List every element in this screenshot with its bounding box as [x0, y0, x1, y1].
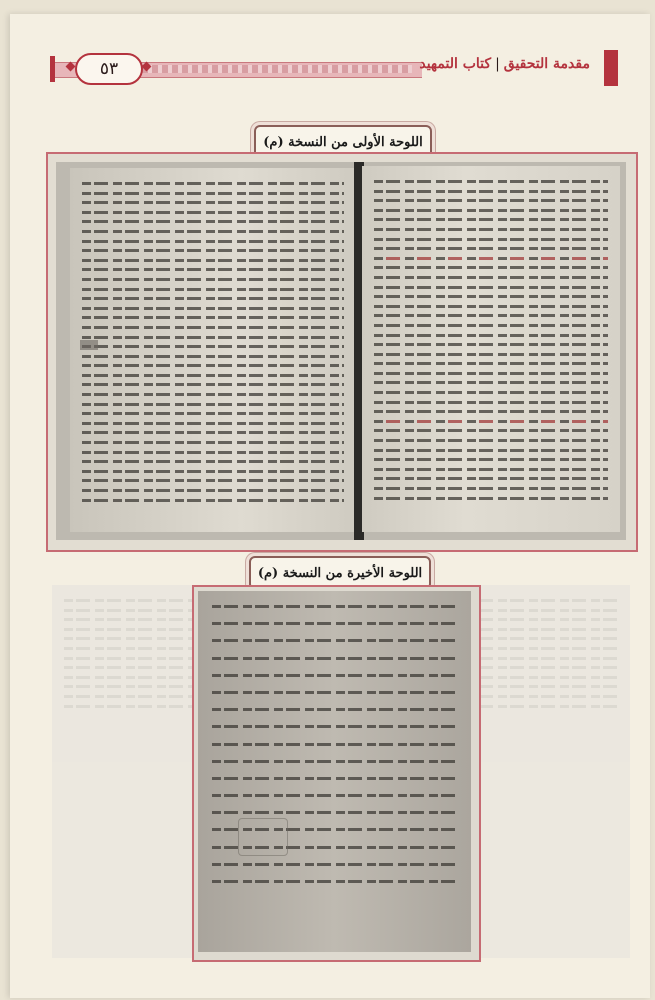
header-ornament-pattern: [142, 65, 412, 73]
manuscript-right-page: [362, 166, 620, 532]
marginal-note: [80, 340, 98, 350]
manuscript-left-page: [70, 168, 356, 532]
chapter-title: كتاب التمهيد: [419, 56, 492, 72]
running-head: [419, 56, 590, 82]
manuscript-text-lines: [374, 180, 608, 518]
header-right-marker: [604, 50, 618, 86]
manuscript-first-plate-image: [56, 162, 626, 540]
section-title: مقدمة التحقيق: [503, 56, 590, 72]
page-header: [50, 50, 630, 86]
header-left-marker: [50, 56, 55, 82]
first-plate-caption: اللوحة الأولى من النسخة (م): [254, 125, 432, 159]
page-number: ٥٣: [75, 53, 143, 85]
seal-stamp-icon: [238, 818, 288, 856]
last-plate-caption: اللوحة الأخيرة من النسخة (م): [249, 556, 431, 590]
manuscript-last-plate-image: [198, 591, 471, 952]
manuscript-text-lines: [82, 182, 344, 518]
title-separator: |: [495, 56, 500, 72]
